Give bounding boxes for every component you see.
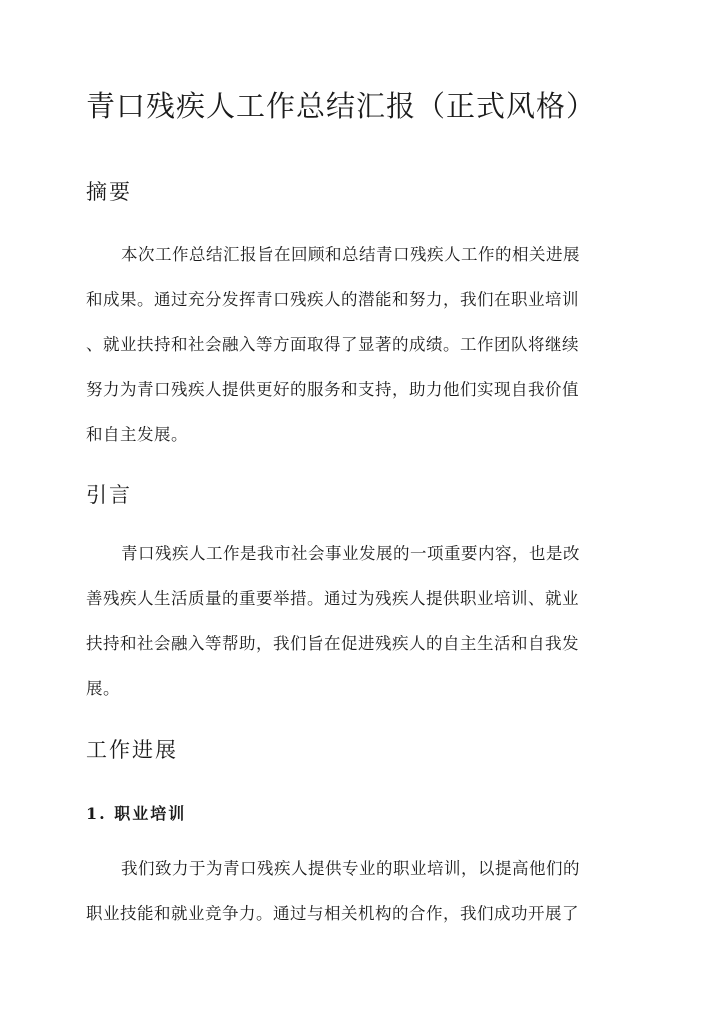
abstract-line-1: 本次工作总结汇报旨在回顾和总结青口残疾人工作的相关进展 xyxy=(121,245,580,264)
progress-heading: 工作进展 xyxy=(86,738,178,762)
intro-line-4: 展。 xyxy=(86,679,120,698)
abstract-line-4: 努力为青口残疾人提供更好的服务和支持，助力他们实现自我价值 xyxy=(86,380,579,399)
abstract-line-3: 、就业扶持和社会融入等方面取得了显著的成绩。工作团队将继续 xyxy=(86,335,579,354)
intro-line-3: 扶持和社会融入等帮助，我们旨在促进残疾人的自主生活和自我发 xyxy=(86,634,579,653)
progress-sub1-heading: 1. 职业培训 xyxy=(86,804,187,823)
intro-heading: 引言 xyxy=(86,483,132,507)
progress-sub1-line-1: 我们致力于为青口残疾人提供专业的职业培训，以提高他们的 xyxy=(121,859,580,878)
abstract-line-5: 和自主发展。 xyxy=(86,425,188,444)
intro-line-2: 善残疾人生活质量的重要举措。通过为残疾人提供职业培训、就业 xyxy=(86,589,579,608)
progress-sub1-line-2: 职业技能和就业竞争力。通过与相关机构的合作，我们成功开展了 xyxy=(86,904,579,923)
abstract-line-2: 和成果。通过充分发挥青口残疾人的潜能和努力，我们在职业培训 xyxy=(86,290,579,309)
abstract-heading: 摘要 xyxy=(86,180,132,204)
intro-line-1: 青口残疾人工作是我市社会事业发展的一项重要内容，也是改 xyxy=(121,544,580,563)
document-title: 青口残疾人工作总结汇报（正式风格） xyxy=(86,89,597,123)
